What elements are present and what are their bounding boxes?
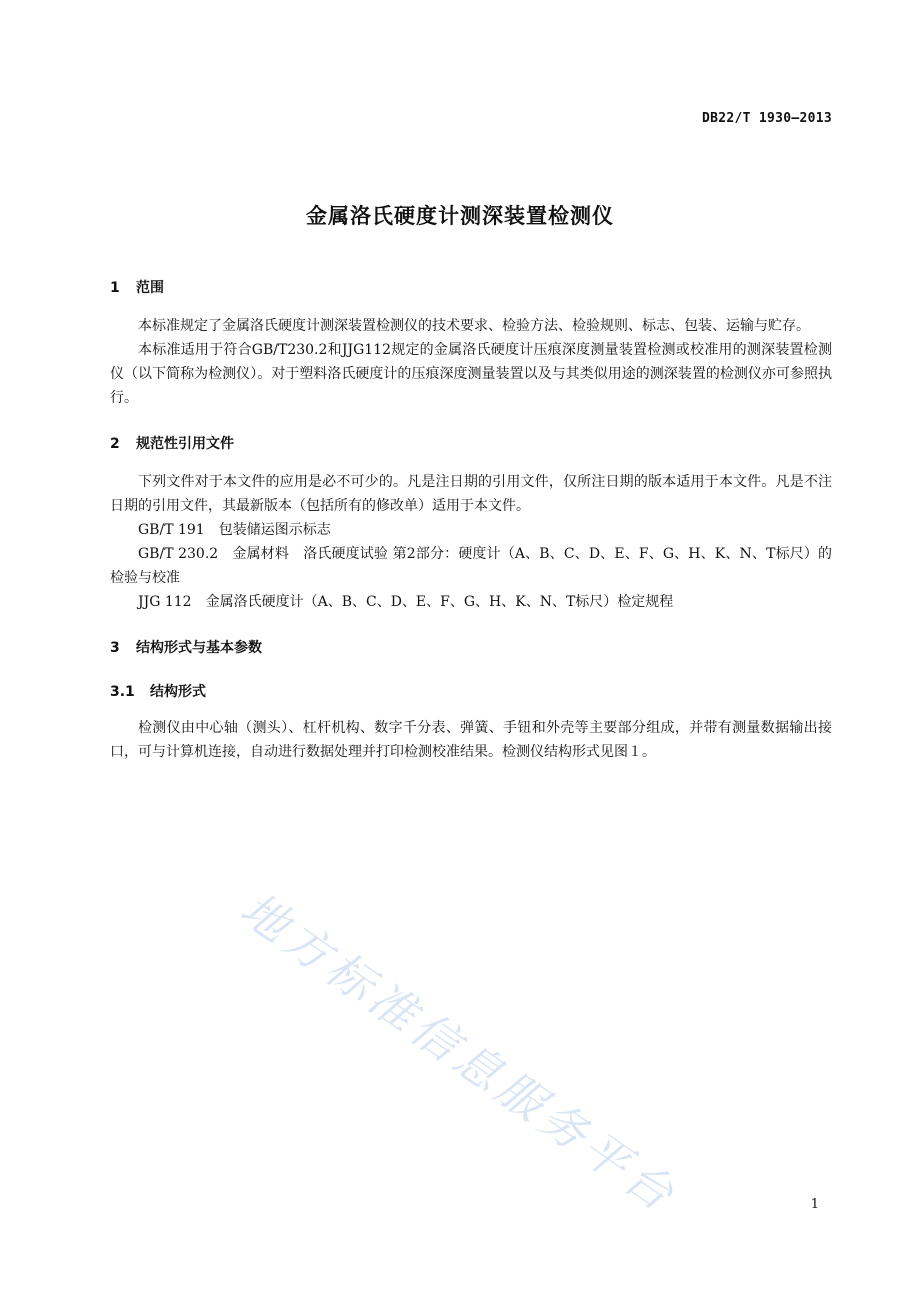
page-number: 1 [810,1197,819,1212]
section-1-heading [110,278,832,298]
watermark-text: 地方标准信息服务平台 [230,881,688,1224]
section-title: 范围 [136,280,164,296]
section-1-paragraph-2: 本标准适用于符合GB/T230.2和JJG112规定的金属洛氏硬度计压痕深度测量装置检测或校准用的测深装置检测仪（以下简称为检测仪）。对于塑料洛氏硬度计的压痕深度测量装置以及与其类似用途的测深装置的检测仪亦可参照执行。 [110,342,832,406]
subsection-3-1-heading [110,682,832,702]
section-1-paragraph-1: 本标准规定了金属洛氏硬度计测深装置检测仪的技术要求、检验方法、检验规则、标志、包装、运输与贮存。 [138,318,810,334]
document-body [110,278,832,764]
document-title: 金属洛氏硬度计测深装置检测仪 [306,204,614,228]
section-title: 结构形式与基本参数 [136,640,262,656]
document-code: DB22/T 1930—2013 [701,111,832,126]
subsection-3-1-paragraph: 检测仪由中心轴（测头）、杠杆机构、数字千分表、弹簧、手钮和外壳等主要部分组成，并带有测量数据输出接口，可与计算机连接，自动进行数据处理并打印检测校准结果。检测仪结构形式见图１。 [110,720,832,760]
section-number: 1 [110,280,120,296]
section-2-heading [110,434,832,454]
section-title: 规范性引用文件 [136,436,234,452]
section-number: 2 [110,436,120,452]
normative-reference: GB/T 230.2 金属材料 洛氏硬度试验 第2部分：硬度计（A、B、C、D、E、F、G、H、K、N、T标尺）的检验与校准 [110,546,832,586]
section-3-heading [110,638,832,658]
section-number: 3 [110,640,120,656]
normative-reference: GB/T 191 包装储运图示标志 [138,522,331,538]
normative-reference: JJG 112 金属洛氏硬度计（A、B、C、D、E、F、G、H、K、N、T标尺）检定规程 [138,594,674,610]
section-2-intro: 下列文件对于本文件的应用是必不可少的。凡是注日期的引用文件，仅所注日期的版本适用于本文件。凡是不注日期的引用文件，其最新版本（包括所有的修改单）适用于本文件。 [110,474,832,514]
subsection-title: 结构形式 [150,684,206,700]
subsection-number: 3.1 [110,684,135,700]
